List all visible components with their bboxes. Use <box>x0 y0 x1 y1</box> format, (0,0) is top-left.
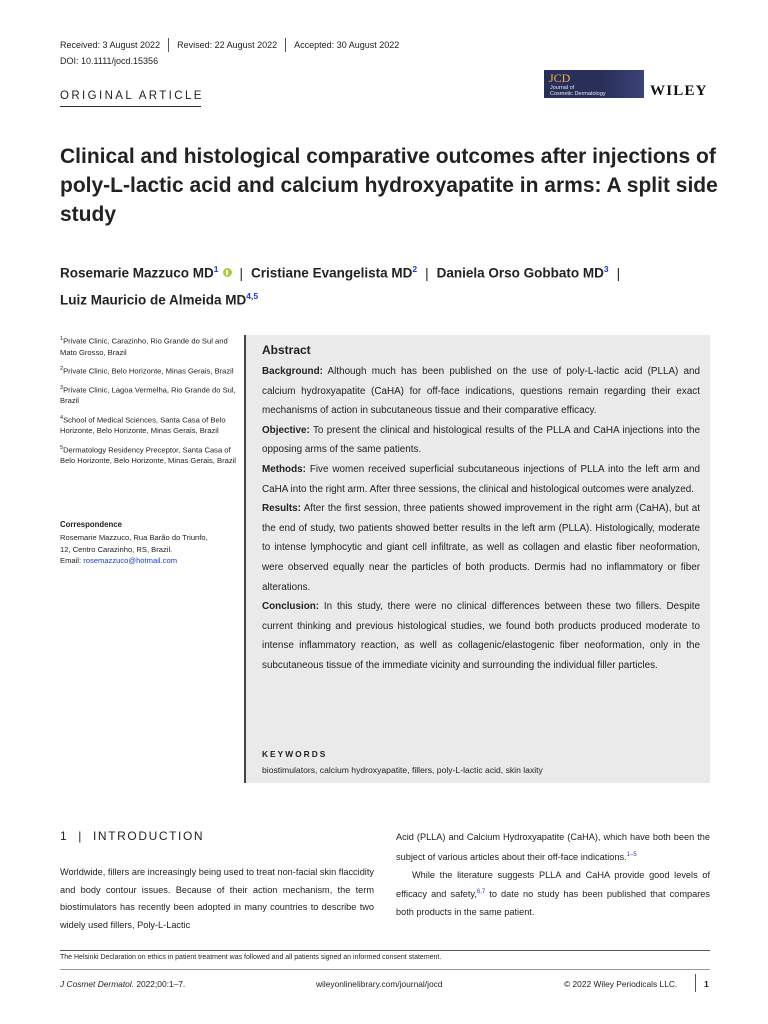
abstract-objective: Objective: To present the clinical and histological results of the PLLA and CaHA injections into the opposing arms of the same patients. <box>262 424 700 456</box>
accepted-date: Accepted: 30 August 2022 <box>294 40 400 50</box>
affiliation: $^2$Private Clinic, Belo Horizonte, Minas Gerais, Brazil <box>60 365 234 376</box>
author-list <box>60 258 720 311</box>
affiliation-ref[interactable]: 4,5 <box>246 290 259 301</box>
affiliation: $^1$Private Clinic, Carazinho, Rio Grande do Sul and Mato Grosso, Brazil <box>60 336 228 357</box>
affiliation: $^3$Private Clinic, Lagoa Vermelha, Rio Grande do Sul, Brazil <box>60 384 236 406</box>
affiliation: $^4$School of Medical Sciences, Santa Casa of Belo Horizonte, Belo Horizonte, Minas Gerais, Brazil <box>60 414 226 436</box>
logo-stripe <box>602 70 644 98</box>
author-separator: | <box>425 265 429 281</box>
author-separator: | <box>239 265 244 281</box>
intro-column-right <box>396 829 710 922</box>
article-type-underline <box>60 106 201 107</box>
article-type: ORIGINAL ARTICLE <box>60 90 204 102</box>
page-number: 1 <box>704 979 709 989</box>
author-name[interactable]: Cristiane Evangelista MD <box>251 265 413 281</box>
publication-dates <box>60 38 399 52</box>
divider <box>695 974 696 992</box>
affiliations <box>60 334 240 472</box>
paragraph: Worldwide, fillers are increasingly being used to treat non-facial skin flaccidity and body contour issues. Because of their action mechanism, the term biostimulators has recently been adopted in many countries to describe two widely used fillers, Poly-L-Lactic <box>60 867 374 931</box>
correspondence-details: Rosemarie Mazzuco, Rua Barão do Triunfo, 12, Centro Carazinho, RS, Brazil. Email: rosemazzuco@hotmail.com <box>60 533 208 565</box>
divider <box>285 38 286 52</box>
journal-name: Journal of Cosmetic Dermatology <box>550 85 606 97</box>
abstract-background: Background: Although much has been published on the use of poly-L-lactic acid (PLLA) and calcium hydroxyapatite (CaHA) for off-face indications, questions remain regarding their exact mechanisms of action in subcutaneous tissue and their comparative efficacy. <box>262 366 700 417</box>
doi[interactable]: DOI: 10.1111/jocd.15356 <box>60 56 159 66</box>
journal-logo[interactable] <box>544 70 644 98</box>
citation-ref[interactable]: 1–5 <box>626 851 637 858</box>
intro-column-left <box>60 864 374 935</box>
affiliation: $^5$Dermatology Residency Preceptor, Santa Casa of Belo Horizonte, Belo Horizonte, Minas Gerais, Brazil <box>60 444 236 466</box>
correspondence-heading: Correspondence <box>60 520 122 529</box>
publisher-logo[interactable]: WILEY <box>650 83 708 99</box>
affiliation-ref[interactable]: 2 <box>412 264 418 274</box>
section-number: 1 <box>60 829 69 843</box>
section-heading <box>60 829 204 843</box>
copyright: © 2022 Wiley Periodicals LLC. <box>564 979 678 989</box>
journal-citation: J Cosmet Dermatol. 2022;00:1–7. <box>60 979 186 989</box>
abstract-body <box>262 362 700 676</box>
footnote-rule <box>60 950 710 951</box>
section-separator: | <box>78 829 83 843</box>
author-name[interactable]: Daniela Orso Gobbato MD <box>436 265 604 281</box>
abstract-results: Results: After the first session, three patients showed improvement in the right arm (CaHA), but at the end of study, two patients showed better results in the left arm (PLLA). Histologically, moderate to intense lymphocytic and giant cell infiltrate, as well as collagen and elastic fiber neoformation, were observed equally near the particles of both products. Dermis had no inflammatory or fiber alterations. <box>262 503 700 593</box>
journal-mark: JCD <box>549 71 571 85</box>
keywords: biostimulators, calcium hydroxyapatite, fillers, poly-L-lactic acid, skin laxity <box>262 765 543 775</box>
email-link[interactable]: rosemazzuco@hotmail.com <box>83 556 178 565</box>
citation-ref[interactable]: 6,7 <box>476 889 486 896</box>
footnote: The Helsinki Declaration on ethics in patient treatment was followed and all patients signed an informed consent statement. <box>60 954 442 961</box>
affiliation-ref[interactable]: 3 <box>603 264 609 274</box>
revised-date: Revised: 22 August 2022 <box>177 40 278 50</box>
orcid-icon[interactable] <box>223 268 232 277</box>
author-separator: | <box>616 265 621 281</box>
section-title: INTRODUCTION <box>93 829 205 843</box>
footer-rule <box>60 969 710 970</box>
abstract-methods: Methods: Five women received superficial subcutaneous injections of PLLA into the left arm and CaHA into the right arm. After three sessions, the clinical and histological outcomes were analyzed. <box>262 463 700 495</box>
journal-website[interactable]: wileyonlinelibrary.com/journal/jocd <box>316 979 443 989</box>
abstract-conclusion: Conclusion: In this study, there were no clinical differences between these two fillers. Despite current thinking and previous histological studies, we found both products produced moderate to intense inflammatory reaction, as well as collagenic/elastogenic fiber neoformation, only in the subcutaneous tissue of the immediate vicinity and surrounding the individual filler particles. <box>262 601 700 671</box>
author-name[interactable]: Luiz Mauricio de Almeida MD <box>60 292 247 307</box>
paragraph: While the literature suggests PLLA and CaHA provide good levels of efficacy and safety,$^{6,7}$ to date no study has been published that compares both products in the same patient. <box>396 869 710 918</box>
article-title: Clinical and histological comparative outcomes after injections of poly-L-lactic acid and calcium hydroxyapatite in arms: A split side study <box>60 145 718 226</box>
paragraph: Acid (PLLA) and Calcium Hydroxyapatite (CaHA), which have both been the subject of various articles about their off-face indications.$^{1-5}$ <box>396 832 710 862</box>
divider <box>168 38 169 52</box>
abstract-heading: Abstract <box>262 343 311 357</box>
author-name[interactable]: Rosemarie Mazzuco MD <box>60 265 214 281</box>
keywords-heading: KEYWORDS <box>262 749 328 759</box>
affiliation-ref[interactable]: 1 <box>213 264 219 274</box>
received-date: Received: 3 August 2022 <box>60 40 161 50</box>
